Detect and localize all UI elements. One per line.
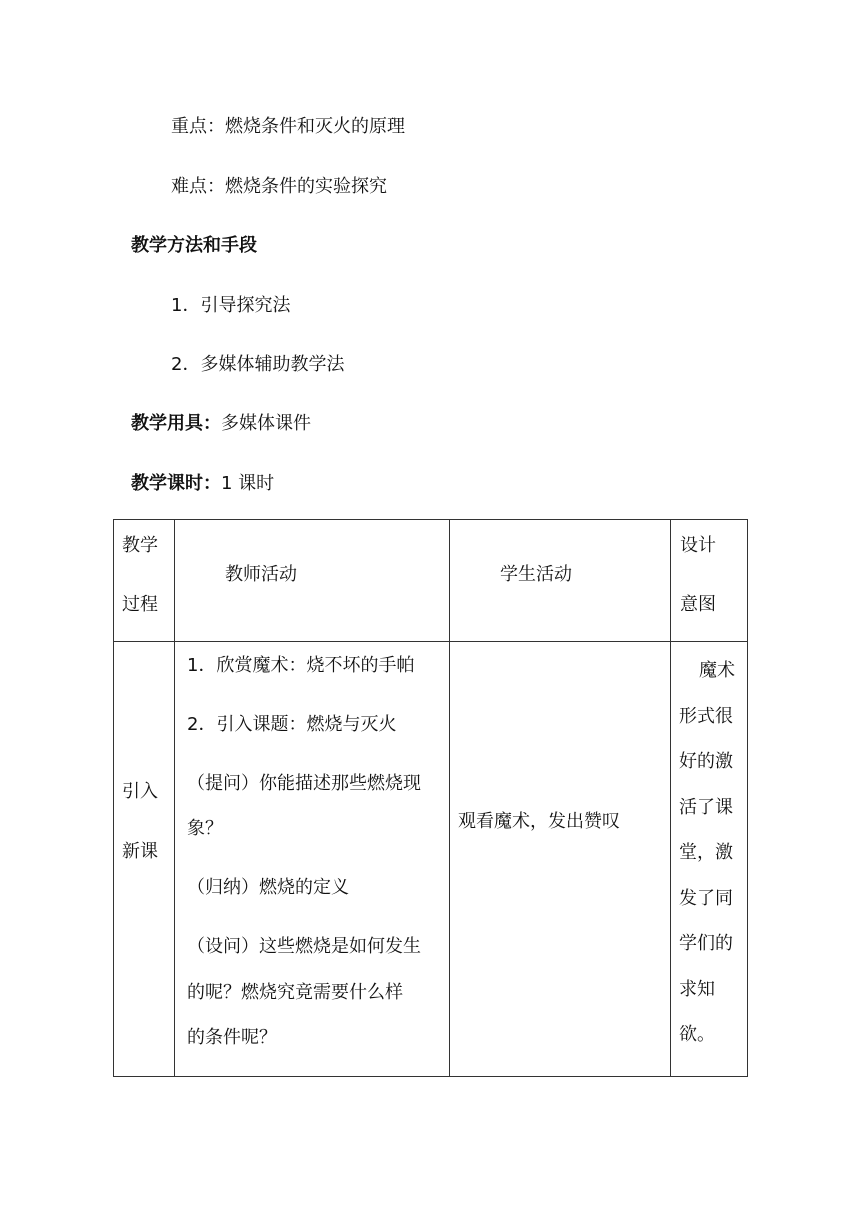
tools-value: 多媒体课件 (221, 413, 311, 434)
hours-label: 教学课时： (131, 473, 221, 494)
hours-value: 1 课时 (221, 473, 275, 494)
header-design: 设计 意图 (671, 520, 748, 642)
design-intent-cell: 魔术 形式很 好的激 活了课 堂，激 发了同 学们的 求知 欲。 (671, 642, 748, 1077)
header-student: 学生活动 (450, 520, 671, 642)
tools-line (131, 412, 311, 436)
methods-heading: 教学方法和手段 (131, 235, 257, 256)
teacher-activity-cell: 1．欣赏魔术：烧不坏的手帕 2．引入课题：燃烧与灭火 （提问）你能描述那些燃烧现 象？ （归纳）燃烧的定义 （设问）这些燃烧是如何发生 的呢？燃烧究竟需要什么样 的条件呢？ (175, 642, 450, 1077)
header-process: 教学 过程 (114, 520, 175, 642)
tools-label: 教学用具： (131, 413, 221, 434)
table-header-row (114, 520, 748, 642)
method-item: 1．引导探究法 (171, 295, 291, 316)
lesson-plan-table (113, 519, 748, 1077)
key-point: 重点：燃烧条件和灭火的原理 (171, 116, 405, 137)
student-activity-cell: 观看魔术，发出赞叹 (450, 642, 671, 1077)
hours-line (131, 472, 274, 496)
method-item: 2．多媒体辅助教学法 (171, 354, 345, 375)
difficult-point: 难点：燃烧条件的实验探究 (171, 176, 387, 197)
header-teacher: 教师活动 (175, 520, 450, 642)
table-row (114, 642, 748, 1077)
process-cell: 引入 新课 (114, 642, 175, 1077)
